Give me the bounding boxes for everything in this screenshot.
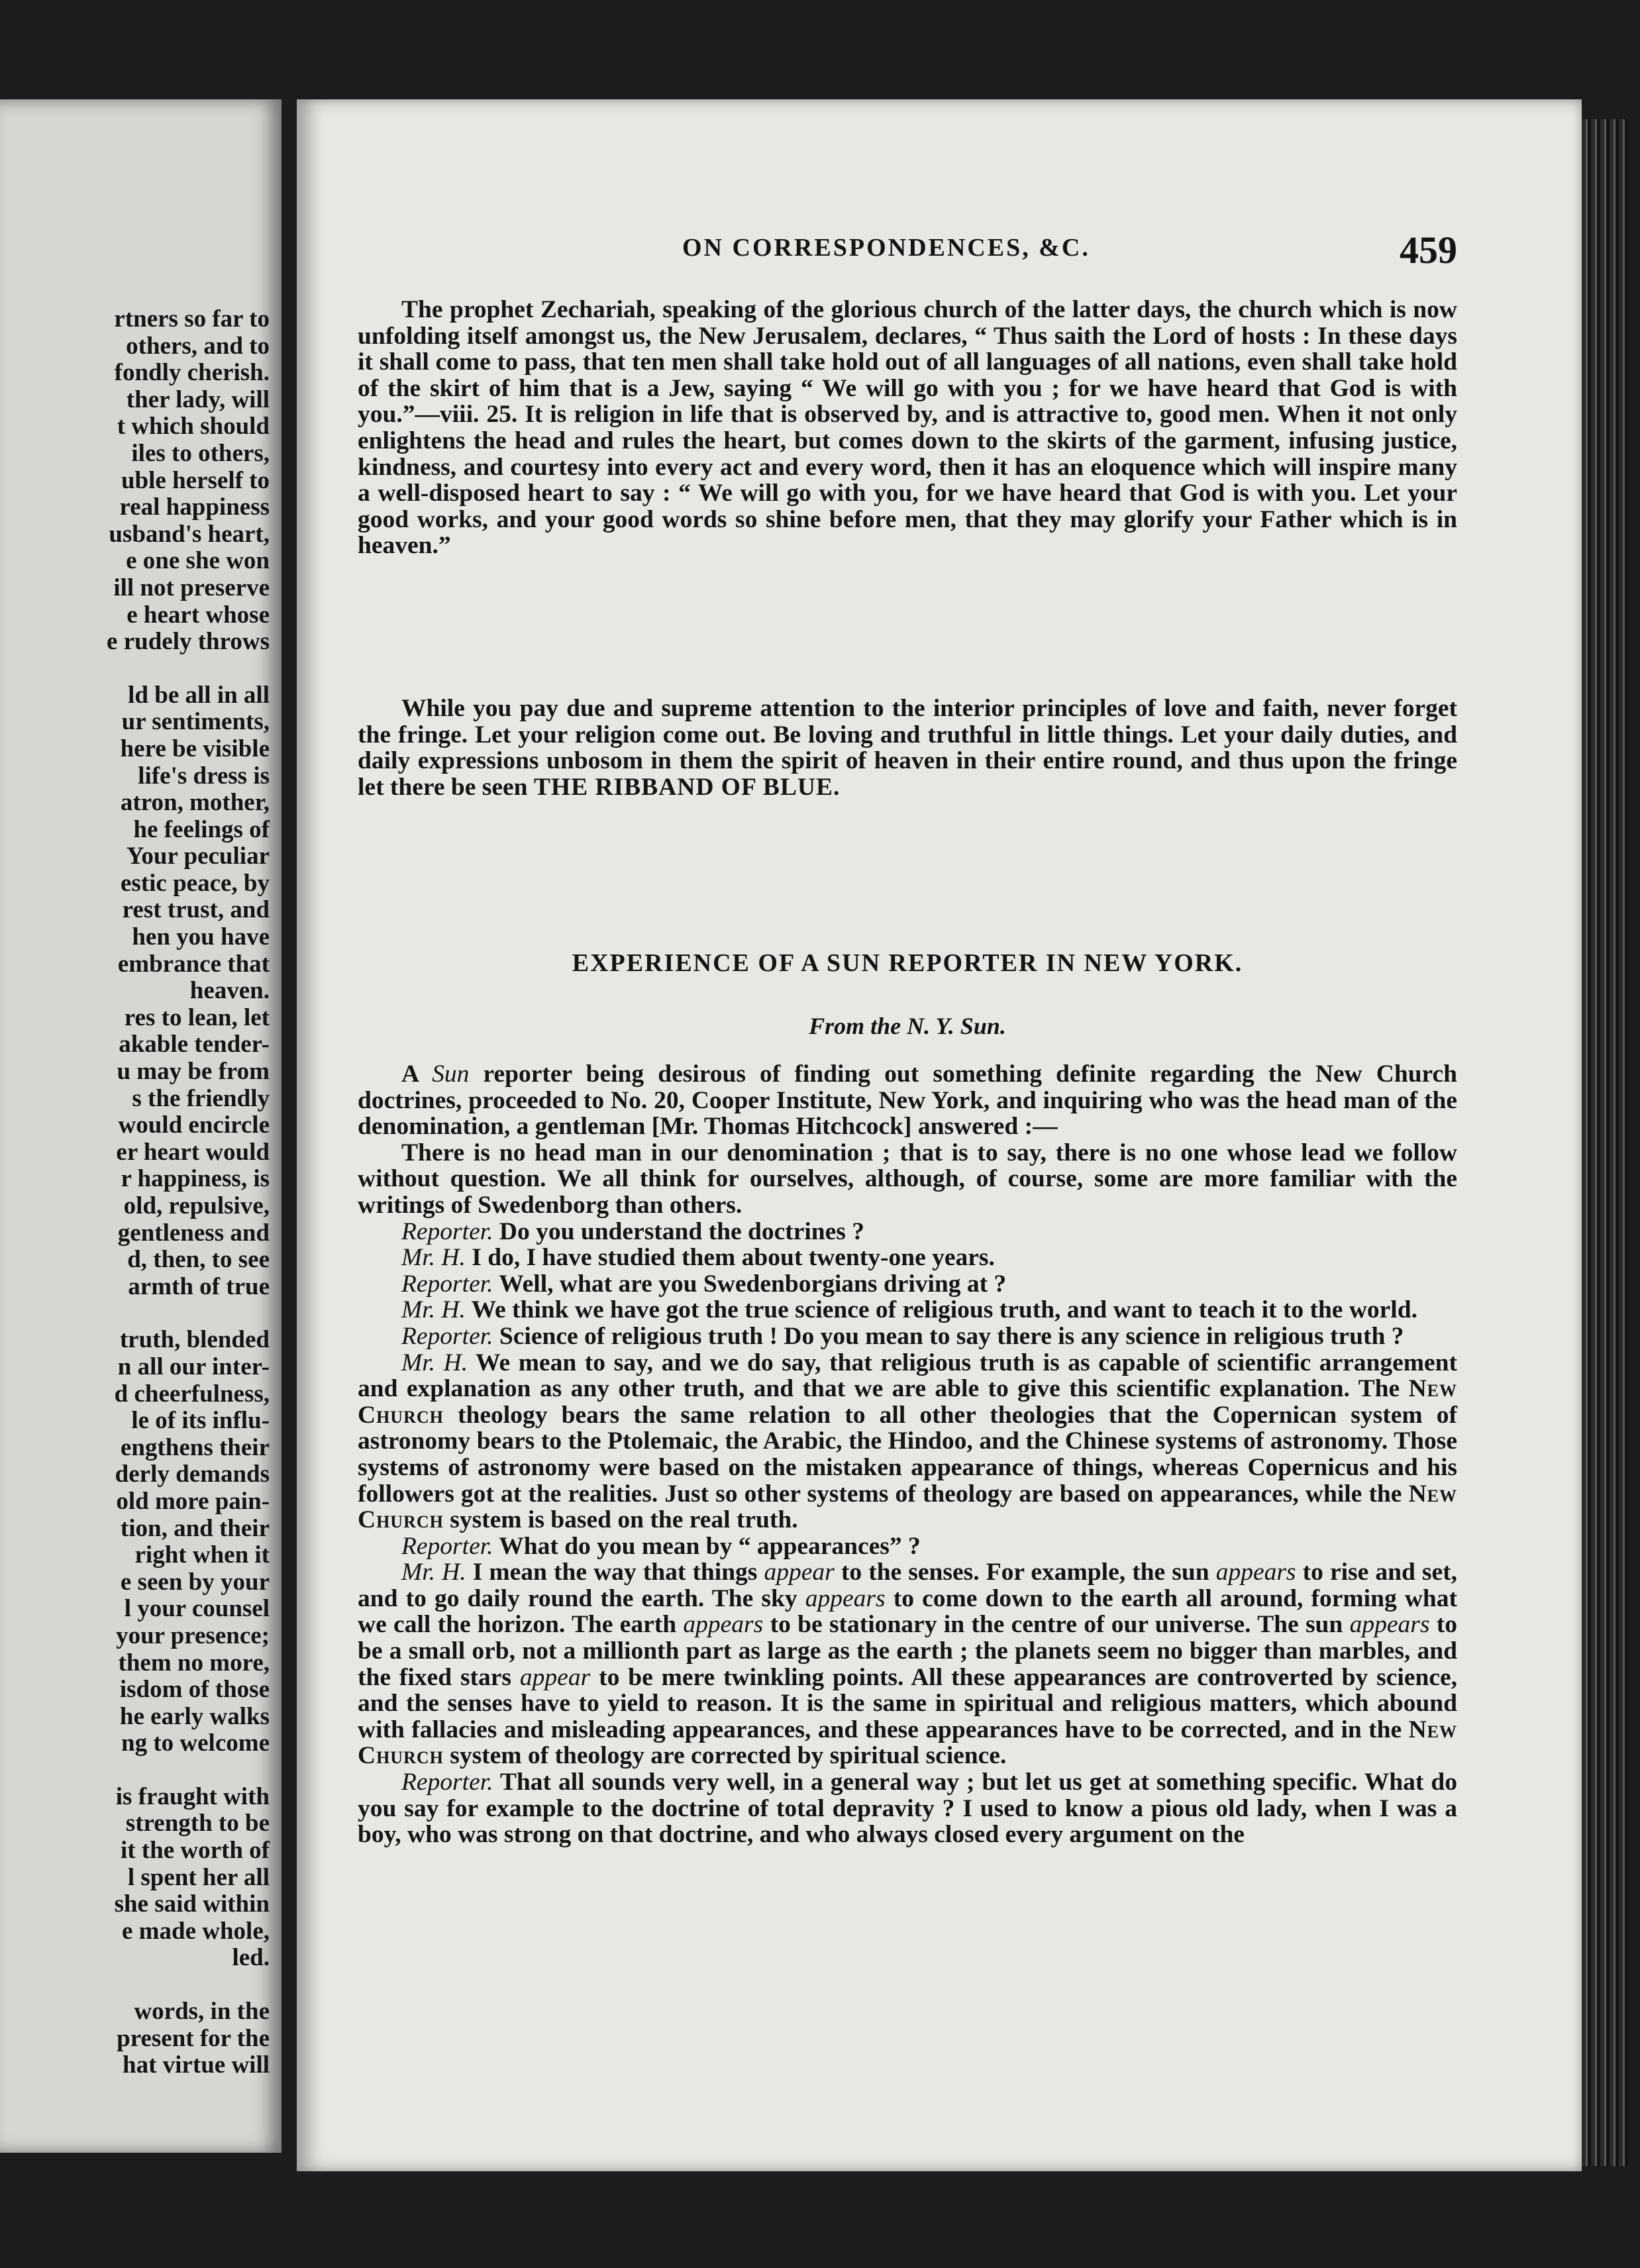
left-page-line: estic peace, by: [120, 869, 270, 897]
left-page-line: [0, 1972, 270, 1998]
speaker-reporter: Reporter.: [401, 1270, 493, 1298]
left-page-line: n all our inter-: [117, 1353, 270, 1380]
paragraph-1-text: The prophet Zechariah, speaking of the glorious church of the latter days, the church which is now unfolding itself amongst us, the New Jerusalem, declares, “ Thus saith the Lord of hosts : In these days it shall come to pass, that ten men shall take hold out of all languages of all nations, even shall take hold of the skirt of him that is a Jew, saying “ We will go with you ; for we have heard that God is with you.”—viii. 25. It is religion in life that is observed by, and is attractive to, good men. When it not only enlightens the head and rules the heart, but comes down to the skirts of the garment, infusing justice, kindness, and courtesy into every act and every word, then it has an eloquence which will inspire many a well-disposed heart to say : “ We will go with you, for we have heard that God is with you. Let your good works, and your good words so shine before men, that they may glorify your Father which is in heaven.”: [358, 296, 1457, 560]
left-page-line: e made whole,: [122, 1917, 270, 1945]
speaker-mr-h: Mr. H.: [401, 1559, 466, 1586]
left-page-line: she said within: [114, 1890, 270, 1918]
left-page-line: ld be all in all: [128, 681, 270, 709]
left-page-line: d, then, to see: [127, 1246, 270, 1274]
left-page-line: right when it: [134, 1541, 270, 1569]
left-page-line: embrance that: [117, 950, 270, 978]
right-page: [297, 99, 1582, 2171]
left-page-line: them no more,: [118, 1649, 270, 1676]
ribband-of-blue-emphasis: THE RIBBAND OF BLUE.: [533, 773, 841, 801]
dialogue-line: Mr. H. I mean the way that things appear to the senses. For example, the sun appears to rise and set, and to go daily round the earth. The sky appears to come down to the earth all around, forming what we call the horizon. The earth appears to be stationary in the centre of our universe. The sun appears to be a small orb, not a millionth part as large as the earth ; the planets seem no bigger than marbles, and the fixed stars appear to be mere twinkling points. All these appearances are controverted by science, and the senses have to yield to reason. It is the same in spiritual and religious matters, which abound with fallacies and misleading appearances, and these appearances have to be corrected, and in the New Church system of theology are corrected by spiritual science.: [358, 1559, 1458, 1770]
left-page-line: d cheerfulness,: [114, 1380, 270, 1408]
left-page-line: r happiness, is: [121, 1165, 270, 1193]
left-page-line: fondly cherish.: [114, 359, 270, 387]
speaker-mr-h: Mr. H.: [401, 1296, 466, 1324]
book-page-edges: [1582, 119, 1628, 2166]
left-page-line: your presence;: [116, 1622, 270, 1649]
new-church-term: New Church: [358, 1480, 1457, 1534]
running-head-title: ON CORRESPONDENCES, &C.: [682, 234, 1090, 262]
left-page-line: it the worth of: [120, 1837, 270, 1865]
left-page-line: old more pain-: [116, 1487, 270, 1515]
left-page-line: atron, mother,: [120, 789, 270, 817]
paragraph-zechariah: [358, 297, 1457, 559]
left-page-line: real happiness: [119, 493, 270, 521]
dialogue-line: Reporter. Science of religious truth ! Do you mean to say there is any science in religious truth ?: [401, 1322, 1404, 1350]
left-page-line: u may be from: [117, 1058, 270, 1086]
left-page-line: ur sentiments,: [121, 708, 270, 736]
page-number: 459: [1400, 229, 1457, 272]
dialogue-line: Mr. H. We think we have got the true science of religious truth, and want to teach it to the world.: [401, 1296, 1417, 1324]
left-page: [0, 99, 282, 2153]
left-page-line: isdom of those: [119, 1676, 270, 1704]
new-church-term: New Church: [358, 1375, 1457, 1429]
left-page-line: here be visible: [120, 735, 270, 762]
left-page-line: old, repulsive,: [123, 1192, 270, 1219]
left-page-line: er heart would: [116, 1138, 270, 1166]
left-page-line: others, and to: [126, 332, 270, 360]
left-page-line: le of its influ-: [131, 1407, 270, 1435]
left-page-line: present for the: [117, 2024, 270, 2052]
running-head: [358, 229, 1457, 273]
left-page-line: ng to welcome: [121, 1729, 270, 1757]
article-source: From the N. Y. Sun.: [809, 1013, 1006, 1039]
left-page-line: Your peculiar: [126, 843, 270, 870]
speaker-reporter: Reporter.: [401, 1769, 493, 1796]
left-page-line: strength to be: [125, 1810, 270, 1837]
article-intro: A Sun reporter being desirous of finding out something definite regarding the New Church doctrines, proceeded to No. 20, Cooper Institute, New York, and inquiring who was the head man of the denomination, a gentleman [Mr. Thomas Hitchcock] answered :—: [358, 1060, 1458, 1141]
new-church-term: New Church: [358, 1716, 1458, 1770]
left-page-line: usband's heart,: [109, 520, 270, 548]
left-page-line: hen you have: [132, 923, 270, 951]
left-page-line: engthens their: [120, 1433, 270, 1461]
dialogue-line: Mr. H. I do, I have studied them about twenty-one years.: [401, 1244, 995, 1272]
left-page-line: would encircle: [118, 1111, 270, 1139]
dialogue-line: Reporter. That all sounds very well, in a general way ; but let us get at something specific. What do you say for example to the doctrine of total depravity ? I used to know a pious old lady, when I was a boy, who was strong on that doctrine, and who always closed every argument on the: [358, 1769, 1457, 1849]
left-page-line: e heart whose: [127, 601, 270, 629]
left-page-line: s the friendly: [132, 1084, 270, 1112]
article-title: EXPERIENCE OF A SUN REPORTER IN NEW YORK.: [572, 949, 1243, 977]
left-page-line: uble herself to: [121, 466, 270, 494]
left-page-line: [0, 1757, 270, 1784]
left-page-line: iles to others,: [131, 439, 270, 467]
left-page-line: led.: [232, 1944, 270, 1972]
left-page-text: [0, 306, 270, 2079]
left-page-line: is fraught with: [115, 1782, 270, 1810]
speaker-reporter: Reporter.: [401, 1322, 493, 1350]
left-page-line: armth of true: [128, 1272, 270, 1300]
left-page-line: derly demands: [115, 1461, 270, 1488]
left-page-line: heaven.: [189, 977, 270, 1005]
paragraph-2-text: While you pay due and supreme attention to the interior principles of love and faith, never forget the fringe. Let your religion come out. Be loving and truthful in little things. Let your daily duties, and daily expressions unbosom in them the spirit of heaven in their entire round, and thus upon the fringe let there be seen: [358, 695, 1457, 801]
left-page-line: [0, 656, 270, 682]
left-page-line: l your counsel: [124, 1595, 270, 1623]
left-page-line: ther lady, will: [126, 386, 270, 413]
left-page-line: res to lean, let: [124, 1004, 270, 1031]
article-body: [358, 1061, 1457, 1848]
left-page-line: hat virtue will: [123, 2051, 270, 2079]
left-page-line: rtners so far to: [114, 305, 270, 333]
left-page-line: e seen by your: [120, 1568, 270, 1596]
left-page-line: ill not preserve: [113, 574, 270, 601]
left-page-line: rest trust, and: [122, 896, 270, 924]
speaker-mr-h: Mr. H.: [401, 1244, 466, 1272]
dialogue-line: Reporter. What do you mean by “ appearances” ?: [401, 1532, 921, 1560]
dialogue-line: Reporter. Do you understand the doctrines ?: [401, 1217, 864, 1245]
speaker-reporter: Reporter.: [401, 1217, 493, 1245]
left-page-line: words, in the: [134, 1998, 270, 2026]
left-page-line: [0, 1300, 270, 1327]
left-page-line: tion, and their: [120, 1514, 270, 1542]
answer-head-man: There is no head man in our denomination ; that is to say, there is no one whose lead we follow without question. We all think for ourselves, although, of course, some are more familiar with the writings of Swedenborg than others.: [358, 1139, 1457, 1219]
left-page-line: t which should: [117, 413, 270, 440]
left-page-line: akable tender-: [119, 1031, 270, 1058]
paragraph-fringe: [358, 696, 1457, 800]
left-page-line: he early walks: [119, 1702, 270, 1730]
left-page-line: gentleness and: [117, 1219, 270, 1247]
left-page-line: truth, blended: [119, 1326, 270, 1354]
left-page-line: e one she won: [126, 547, 270, 575]
left-page-line: l spent her all: [127, 1863, 270, 1891]
left-page-line: life's dress is: [138, 762, 270, 790]
dialogue-line: Reporter. Well, what are you Swedenborgians driving at ?: [401, 1270, 1007, 1298]
speaker-reporter: Reporter.: [401, 1532, 493, 1560]
dialogue-line: Mr. H. We mean to say, and we do say, that religious truth is as capable of scientific arrangement and explanation as any other truth, and that we are able to give this scientific explanation. The New Church theology bears the same relation to all other theologies that the Copernican system of astronomy bears to the Ptolemaic, the Arabic, the Hindoo, and the Chinese systems of astronomy. Those systems of astronomy were based on the mistaken appearance of things, whereas Copernicus and his followers got at the realities. Just so other systems of theology are based on appearances, while the New Church system is based on the real truth.: [358, 1349, 1458, 1534]
speaker-mr-h: Mr. H.: [401, 1349, 468, 1376]
left-page-line: e rudely throws: [107, 628, 270, 656]
left-page-line: he feelings of: [133, 815, 270, 843]
